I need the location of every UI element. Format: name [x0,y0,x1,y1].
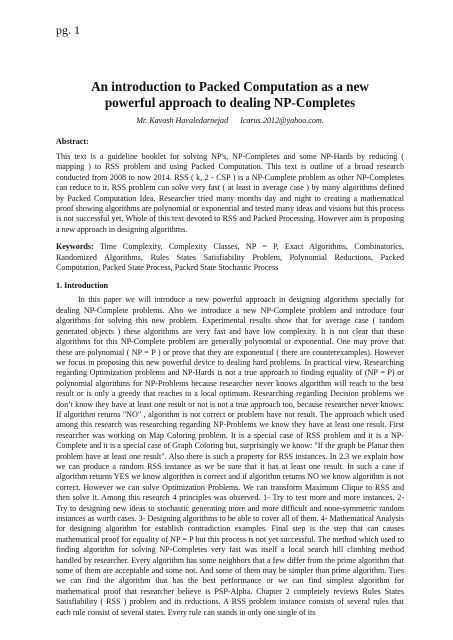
paper-title-line-2: powerful approach to dealing NP-Completes [104,95,356,110]
keywords-label: Keywords: [56,242,94,252]
keywords-paragraph [56,242,404,273]
paper-title-line-1: An introduction to Packed Computation as a new [91,79,369,94]
author-email: Icarus.2012@yahoo.com. [240,116,324,125]
abstract-text: This text is a guideline booklet for solving NP's, NP-Completes and some NP-Hards by reducing ( mapping ) to RSS problem and using Packed Computation. This text is outline of a broad research conducted from 2008 to now 2014. RSS ( k, 2 - CSP ) is a NP-Complete problem as other NP-Completes can reduce to it. RSS problem can solve very fast ( at least in average case ) by many algorithms defined by Packed Computation Idea. Researcher tried many months day and night to creating a mathematical proof showing algorithms are polynomial or exponential and tested many ideas and visions but this process is not successful yet. Whole of this text devoted to RSS and Packed Processing. However aim is proposing a new approach in designing algorithms. [56,152,404,234]
paper-title [56,0,404,111]
author-line [56,115,404,126]
section-heading-introduction: 1. Introduction [56,281,109,291]
introduction-text: In this paper we will introduce a new powerful approach in designing algorithms specially for dealing NP-Complete problems. Also we introduce a new NP-Complete problem and introduce four algorithms for solving this new problem. Experimental results show that for average case ( random generated objects ) these algorithms are very fast and have low complexity. It is not clear that these algorithms for this NP-Complete problem are generally polynomial or exponential. One may prove that these are polynomial ( NP = P ) or prove that they are exponential ( there are counterexamples). However we focus in proposing this new powerful device to dealing hard problems. In practical view, Researching regarding Optimization problems and NP-Hards is not a true approach to finding equality of (NP = P) or polynomial algorithms for NP-Problems because researcher never knows algorithm will reach to the best result or is only a greedy that reaches to a local optimum. Researching regarding Decision problems we don’t know they have at least one result or not is not a true approach too, because researcher never knows: If algorithm returns "NO" , algorithm is not correct or problem have not result. The approach which used among this research was researching regarding NP-Problems we know they have at least one result. First researcher was working on Map Coloring problem. It is a special case of RSS problem and it is a NP-Complete and it is a special case of Graph Coloring but, surprisingly we know: "If the graph be Planar then problem have at least one result". Also there is such a property for RSS instances. In 2.3 we explain how we can produce a random RSS instance as we be sure that it has at least one result. In such a case if algorithm returns YES we know algorithm is correct and if algorithm returns NO we know algorithm is not correct. However we can solve Optimization Problems. We can transform Maximum Clique to RSS and then solve it. Among this research 4 principles was observed. 1- Try to test more and more instances. 2- Try to designing new ideas to stochastic generating more and more difficult and none-symmetric random instances as worth cases. 3- Designing algorithms to be able to cover all of them. 4- Mathematical Analysis for designing algorithm for establish contradiction examples. Final step is the step that can causes mathematical proof for equality of NP = P but this process is not yet successful. The method which used to finding algorithm for solving NP-Completes very fast was itself a local search hill climbing method handled by researcher. Every algorithm has some neighbors that a few differ from the prime algorithm that some of them are acceptable and some not. And some of them may be simpler than prime algorithm. Tues we can find the algorithm that has the best performance or we can find simplest algorithm for mathematical proof that researcher believe is PSP-Alpha. Chapter 2 completely reviews Rules States Satisfiability ( RSS ) problem and its reductions. A RSS problem instance consists of several rules that each rule consist of several states. Every rule can stands in only one single of its [56,295,404,617]
author-name: Mr. Kavosh Havaledarnejad [136,116,229,125]
page-number: pg. 1 [56,23,80,37]
abstract-heading: Abstract: [56,137,89,146]
keywords-text: Time Complexity, Complexity Classes, NP = P, Exact Algorithms, Combinatorics, Randomized Algorithms, Rules States Satisfiability Problem, Polynomial Reductions, Packed Computation, Packed State Process, Packed State Stochastic Process [56,242,404,273]
